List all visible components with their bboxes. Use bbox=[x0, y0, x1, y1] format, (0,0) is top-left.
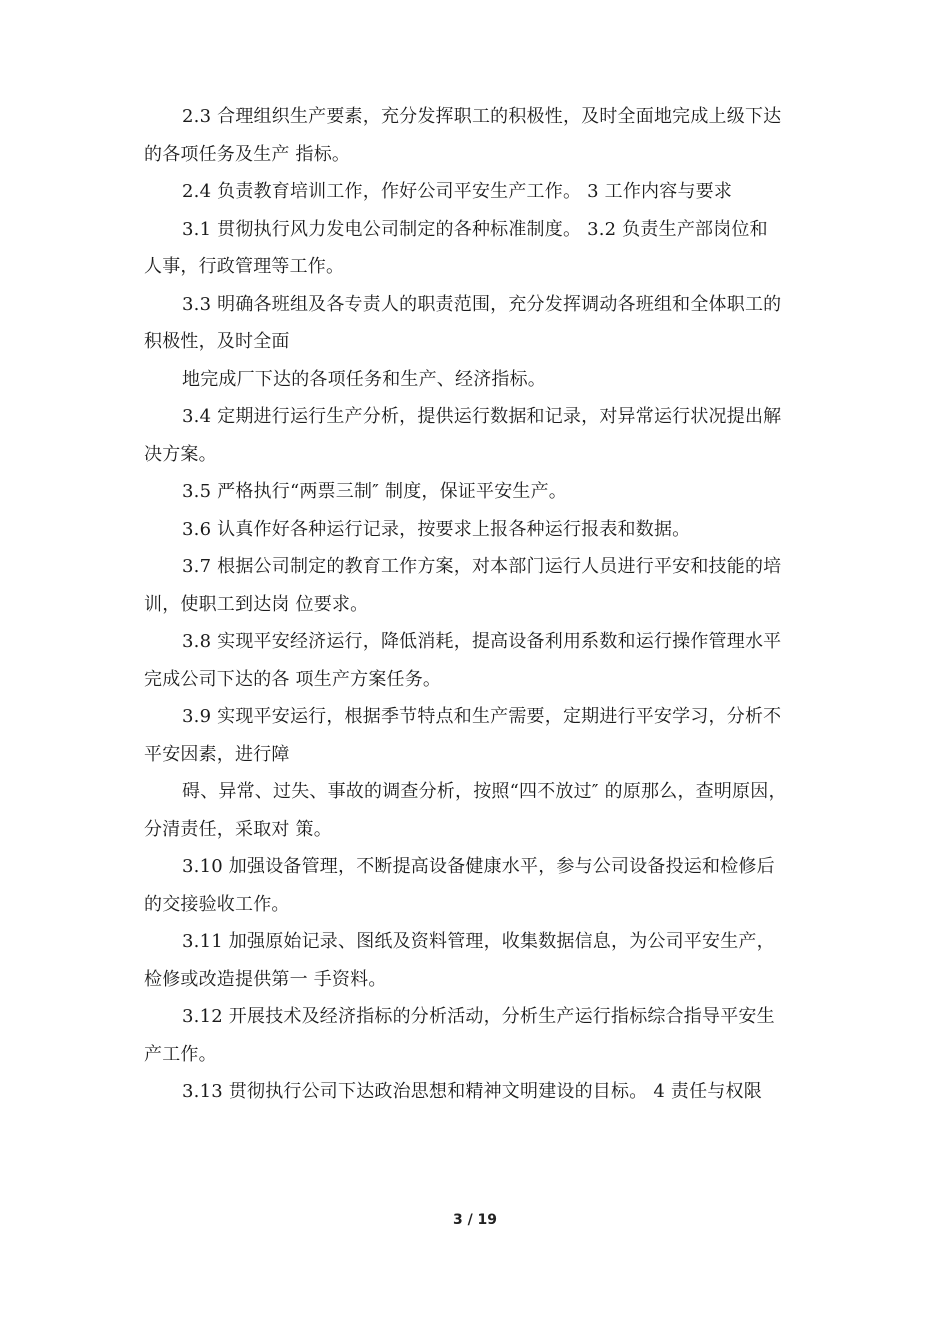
text-line: 3.4 定期进行运行生产分析，提供运行数据和记录，对异常运行状况提出解 bbox=[182, 406, 782, 427]
text-line: 检修或改造提供第一 手资料。 bbox=[144, 969, 387, 990]
text-line: 地完成厂下达的各项任务和生产、经济指标。 bbox=[182, 369, 546, 390]
text-line: 3.1 贯彻执行风力发电公司制定的各种标准制度。 3.2 负责生产部岗位和 bbox=[182, 219, 768, 240]
text-line: 平安因素，进行障 bbox=[144, 744, 290, 765]
text-line: 2.4 负责教育培训工作，作好公司平安生产工作。 3 工作内容与要求 bbox=[182, 181, 733, 202]
text-line: 产工作。 bbox=[144, 1044, 217, 1065]
text-line: 3.6 认真作好各种运行记录，按要求上报各种运行报表和数据。 bbox=[182, 519, 691, 540]
text-line: 的交接验收工作。 bbox=[144, 894, 290, 915]
text-line: 2.3 合理组织生产要素，充分发挥职工的积极性，及时全面地完成上级下达 bbox=[182, 106, 782, 127]
page-number: 3 / 19 bbox=[452, 1212, 498, 1228]
text-line: 决方案。 bbox=[144, 444, 217, 465]
text-line: 碍、异常、过失、事故的调查分析，按照“四不放过″ 的原那么，查明原因， bbox=[182, 781, 787, 802]
text-line: 3.11 加强原始记录、图纸及资料管理，收集数据信息，为公司平安生产， bbox=[182, 931, 775, 952]
text-line: 3.5 严格执行“两票三制″ 制度，保证平安生产。 bbox=[182, 481, 567, 502]
text-line: 的各项任务及生产 指标。 bbox=[144, 144, 351, 165]
text-line: 完成公司下达的各 项生产方案任务。 bbox=[144, 669, 442, 690]
text-line: 3.13 贯彻执行公司下达政治思想和精神文明建设的目标。 4 责任与权限 bbox=[182, 1081, 762, 1102]
text-line: 分清责任，采取对 策。 bbox=[144, 819, 332, 840]
text-line: 积极性，及时全面 bbox=[144, 331, 290, 352]
text-line: 3.12 开展技术及经济指标的分析活动，分析生产运行指标综合指导平安生 bbox=[182, 1006, 775, 1027]
text-line: 训，使职工到达岗 位要求。 bbox=[144, 594, 369, 615]
text-line: 3.9 实现平安运行，根据季节特点和生产需要，定期进行平安学习，分析不 bbox=[182, 706, 782, 727]
text-line: 3.7 根据公司制定的教育工作方案，对本部门运行人员进行平安和技能的培 bbox=[182, 556, 782, 577]
text-line: 人事，行政管理等工作。 bbox=[144, 256, 345, 277]
text-line: 3.8 实现平安经济运行，降低消耗，提高设备利用系数和运行操作管理水平 bbox=[182, 631, 782, 652]
text-line: 3.10 加强设备管理，不断提高设备健康水平，参与公司设备投运和检修后 bbox=[182, 856, 775, 877]
text-line: 3.3 明确各班组及各专责人的职责范围，充分发挥调动各班组和全体职工的 bbox=[182, 294, 782, 315]
